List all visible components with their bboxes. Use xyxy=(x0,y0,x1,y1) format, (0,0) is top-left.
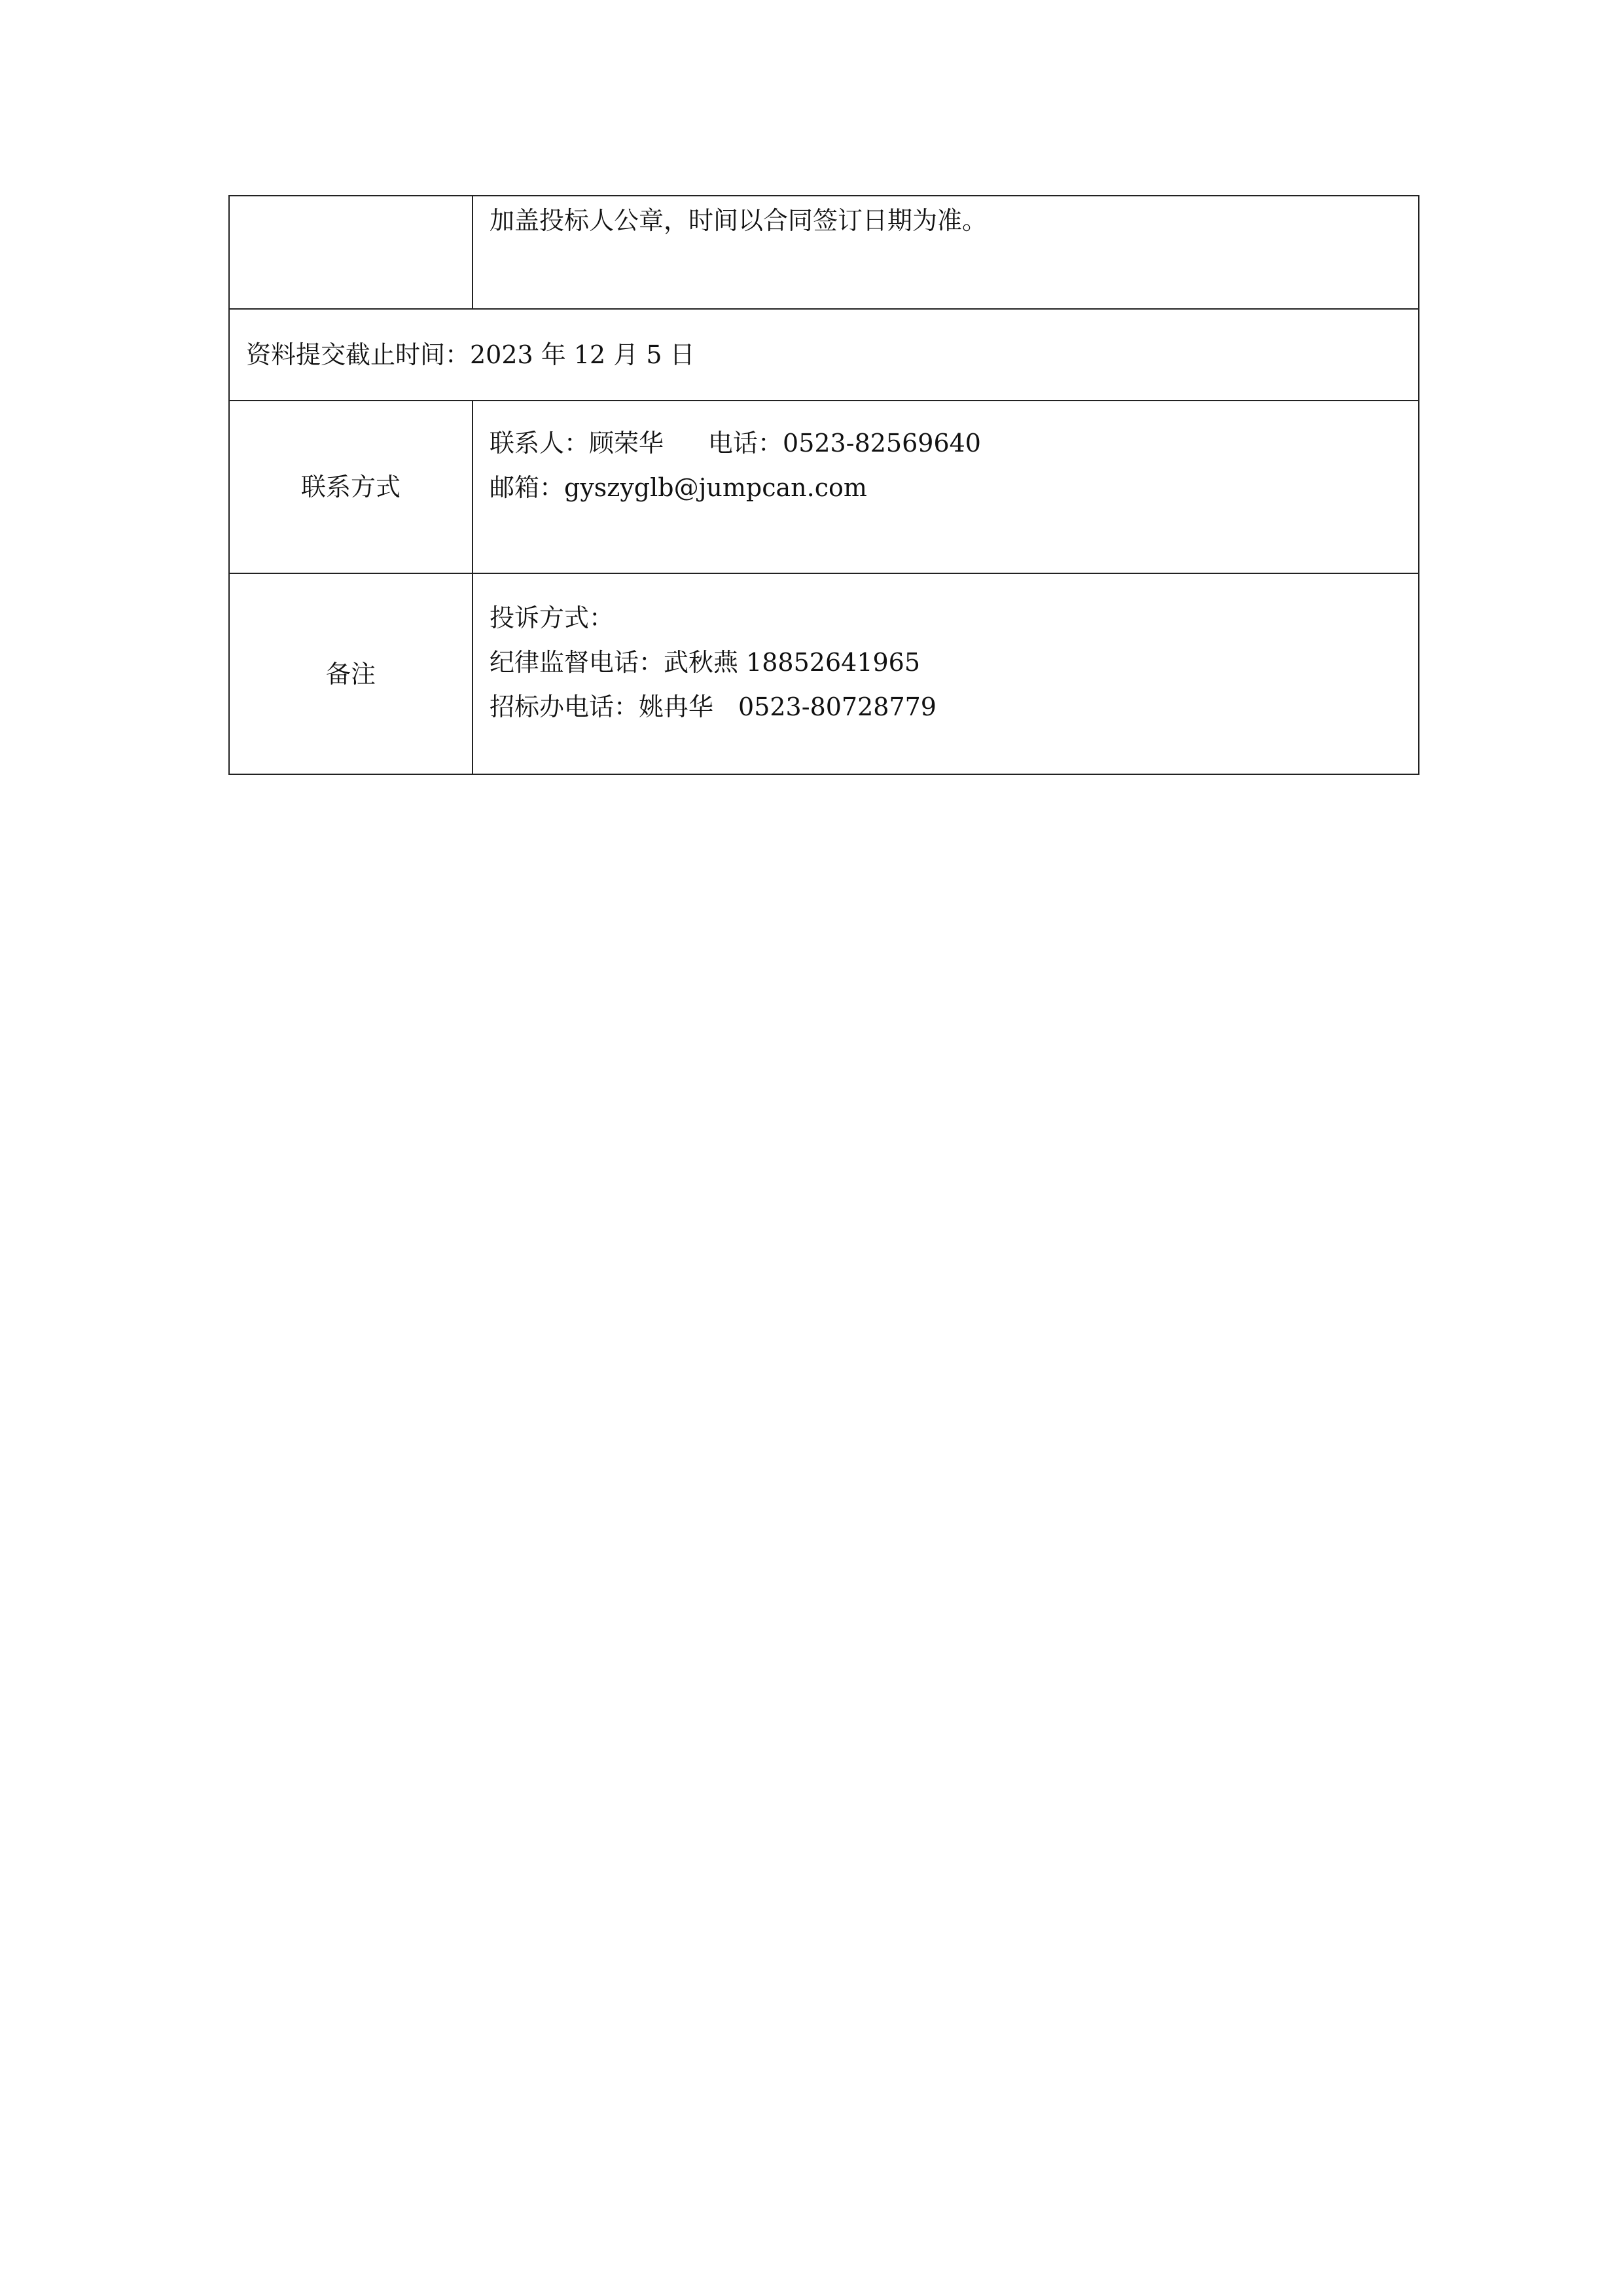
table-row-remarks xyxy=(229,573,1419,774)
seal-note-text: 加盖投标人公章，时间以合同签订日期为准。 xyxy=(473,196,1419,309)
contact-phone: 电话：0523-82569640 xyxy=(708,429,981,457)
contact-details xyxy=(473,401,1419,573)
submission-deadline-text: 资料提交截止时间：2023 年 12 月 5 日 xyxy=(229,309,1419,401)
document-table xyxy=(228,195,1419,775)
table-row-seal-note xyxy=(229,196,1419,309)
complaint-title: 投诉方式： xyxy=(490,603,615,632)
bidding-office-line xyxy=(490,685,1405,729)
empty-label-cell xyxy=(229,196,473,309)
contact-person: 联系人：顾荣华 xyxy=(490,429,664,457)
table-row-deadline xyxy=(229,309,1419,401)
remarks-label: 备注 xyxy=(229,573,473,774)
contact-line xyxy=(490,421,1405,465)
table-row-contact xyxy=(229,401,1419,573)
contact-label: 联系方式 xyxy=(229,401,473,573)
bidding-office-name: 招标办电话：姚冉华 xyxy=(490,692,714,721)
remarks-details xyxy=(473,573,1419,774)
bidding-office-phone: 0523-80728779 xyxy=(738,692,936,721)
discipline-phone: 纪律监督电话：武秋燕 18852641965 xyxy=(490,648,921,677)
contact-email: 邮箱：gyszyglb@jumpcan.com xyxy=(490,473,867,502)
